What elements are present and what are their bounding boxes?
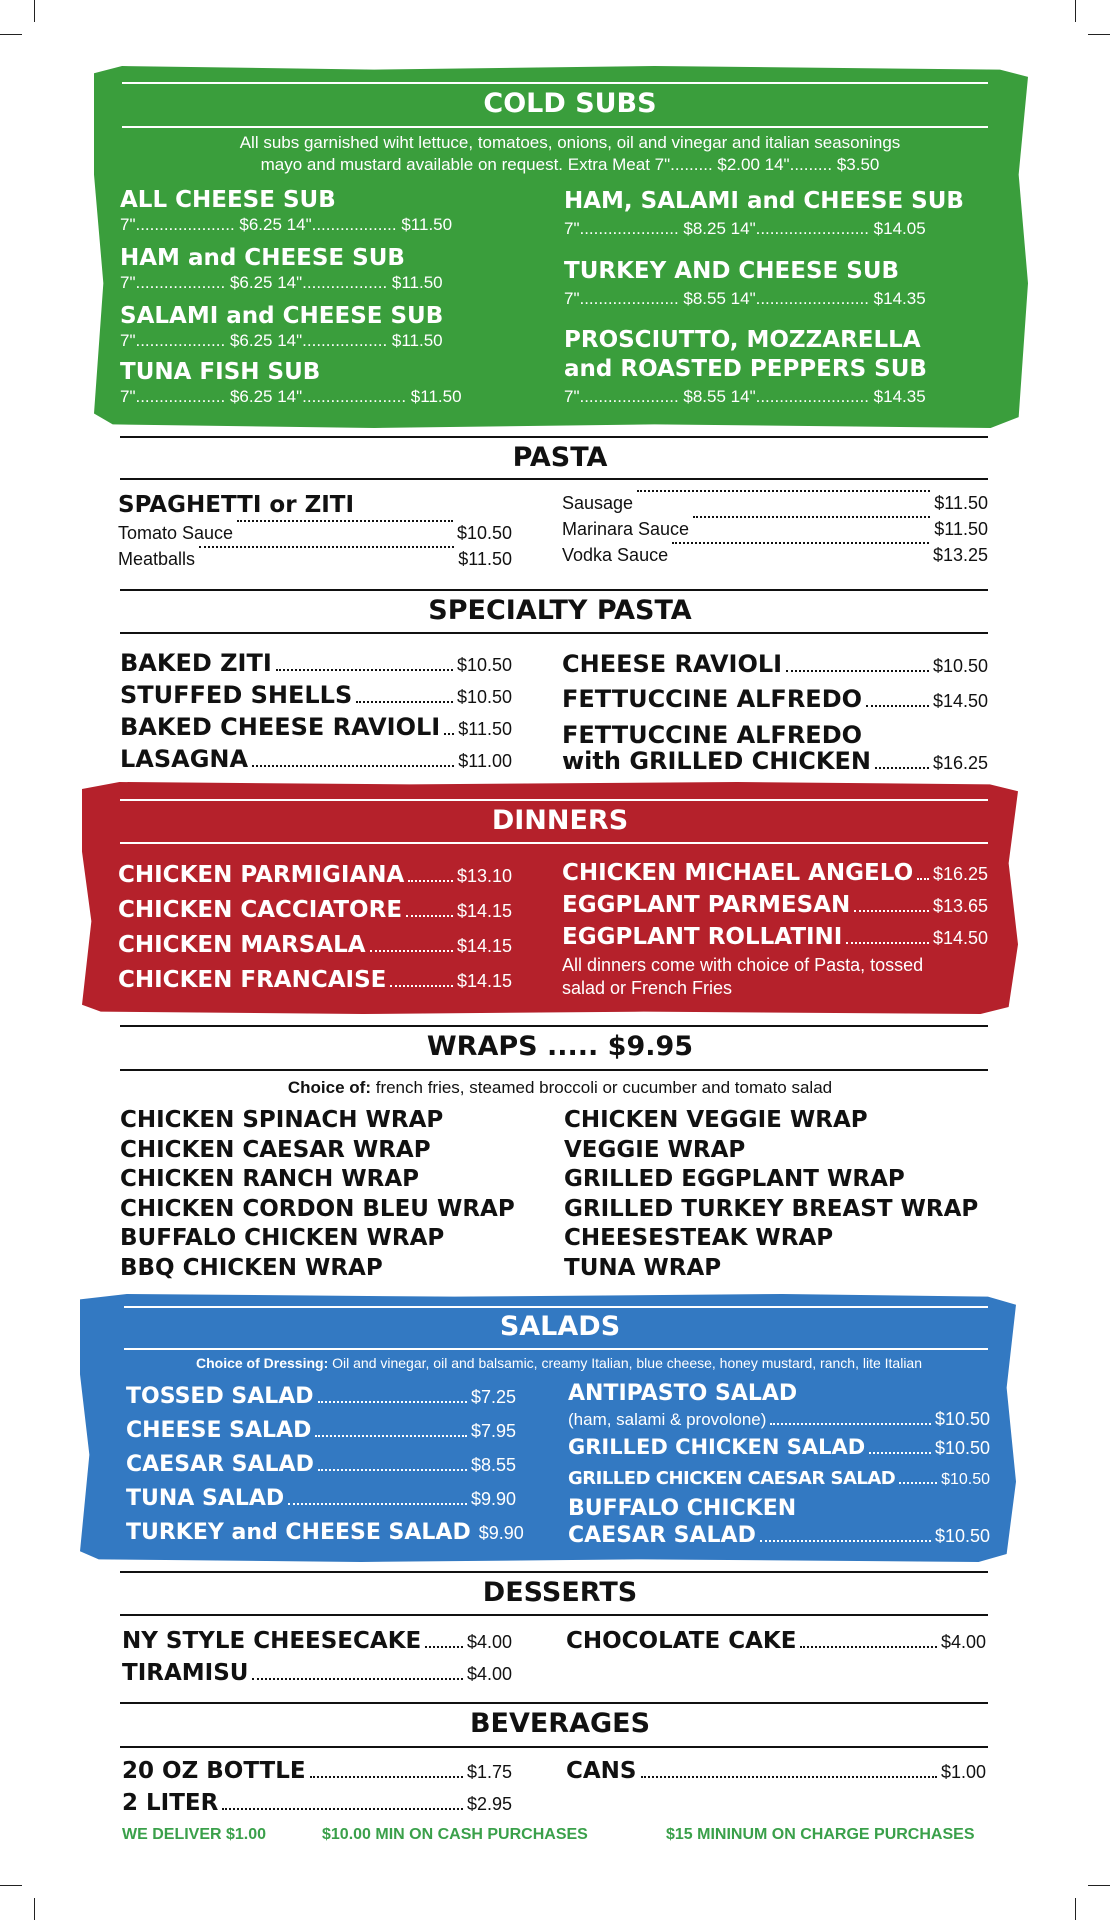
item-price: $14.15: [456, 936, 512, 956]
menu-item: [568, 1408, 990, 1431]
cold-subs-title: COLD SUBS: [483, 88, 657, 119]
item-name: CHEESE SALAD: [126, 1418, 312, 1443]
item-price: $16.25: [932, 753, 988, 773]
wraps-title: WRAPS ..... $9.95: [426, 1031, 694, 1062]
wraps-right-column: [564, 1106, 1004, 1283]
wrap-item: BUFFALO CHICKEN WRAP: [120, 1225, 445, 1251]
beverages-right-column: [566, 1756, 986, 1788]
item-name: Sausage: [562, 493, 634, 513]
item-name: ANTIPASTO SALAD: [568, 1381, 798, 1406]
menu-item: [562, 542, 988, 568]
section-rule: [120, 1571, 988, 1573]
item-price: $14.50: [932, 928, 988, 948]
section-rule: [120, 1614, 988, 1616]
footer-min-charge: $15 MININUM ON CHARGE PURCHASES: [666, 1826, 975, 1843]
dinners-note: All dinners come with choice of Pasta, tossed: [562, 955, 924, 975]
menu-item: [564, 326, 1004, 410]
item-name: Tomato Sauce: [118, 523, 234, 543]
salads-right-column: [568, 1380, 990, 1550]
beverages-title: BEVERAGES: [469, 1708, 651, 1739]
section-rule: [120, 1069, 988, 1071]
wrap-item: CHICKEN VEGGIE WRAP: [564, 1107, 868, 1133]
menu-item: [122, 1756, 512, 1788]
item-name: TUNA SALAD: [126, 1486, 285, 1511]
menu-item: [120, 712, 512, 744]
item-name: TUNA FISH SUB: [120, 359, 321, 385]
menu-item: [118, 520, 512, 546]
item-price: $10.50: [934, 1438, 990, 1458]
item-name: Meatballs: [118, 549, 196, 569]
item-price-line: 7"..................... $8.55 14"........................ $14.35: [564, 387, 926, 406]
crop-mark: [0, 34, 22, 35]
item-name: HAM, SALAMI and CHEESE SUB: [564, 188, 964, 214]
menu-item: [120, 648, 512, 680]
salads-left-column: [126, 1380, 524, 1550]
cold-subs-note: All subs garnished wiht lettuce, tomatoes, onions, oil and vinegar and italian seasonings: [239, 133, 901, 152]
item-name: EGGPLANT ROLLATINI: [562, 924, 843, 950]
leader-dots: [237, 520, 453, 522]
item-price: $4.00: [466, 1632, 512, 1652]
menu-item: [118, 963, 512, 998]
section-rule: [120, 1746, 988, 1748]
salads-dressing-label: Choice of Dressing:: [195, 1355, 329, 1371]
item-price-line: 7"................... $6.25 14".................. $11.50: [120, 331, 443, 350]
section-rule: [120, 842, 988, 844]
wrap-item: BBQ CHICKEN WRAP: [120, 1254, 383, 1281]
item-price: $10.50: [456, 687, 512, 707]
menu-item: [562, 748, 988, 776]
item-name: FETTUCCINE ALFREDO: [562, 685, 863, 713]
menu-item: [568, 1431, 990, 1464]
item-name: CHICKEN FRANCAISE: [118, 967, 387, 993]
section-rule: [120, 1025, 988, 1027]
item-name: FETTUCCINE ALFREDO: [562, 721, 863, 749]
menu-item: [564, 186, 1004, 256]
menu-item: [126, 1516, 524, 1550]
item-subtitle: (ham, salami & provolone): [568, 1410, 767, 1429]
item-price-line: 7"................... $6.25 14".................. $11.50: [120, 273, 443, 292]
leader-dots: [315, 1435, 467, 1437]
crop-mark: [1088, 1885, 1110, 1886]
menu-item: [562, 490, 988, 516]
item-name: CHICKEN CACCIATORE: [118, 897, 403, 923]
item-price-line: 7"..................... $8.55 14"........................ $14.35: [564, 289, 926, 308]
leader-dots: [693, 516, 930, 518]
menu-item: [122, 1788, 512, 1820]
menu-item: [562, 890, 988, 922]
menu-item: [568, 1464, 990, 1495]
leader-dots: [637, 490, 930, 492]
wraps-choice-label: Choice of:: [287, 1078, 371, 1097]
section-rule: [124, 1348, 988, 1350]
menu-item: [118, 893, 512, 928]
pasta-right-column: [562, 490, 988, 568]
item-price: $1.00: [940, 1762, 986, 1782]
item-price: $4.00: [940, 1632, 986, 1652]
item-price: $11.50: [458, 549, 512, 569]
item-name: BUFFALO CHICKEN: [568, 1496, 797, 1521]
item-name: BAKED ZITI: [120, 649, 272, 677]
item-name: BAKED CHEESE RAVIOLI: [120, 713, 441, 741]
item-price: $9.90: [478, 1523, 524, 1543]
specialty-pasta-left-column: [120, 648, 512, 776]
leader-dots: [672, 542, 929, 544]
crop-mark: [34, 1898, 35, 1920]
wrap-item: CHEESESTEAK WRAP: [564, 1225, 834, 1251]
leader-dots: [869, 1452, 931, 1454]
wrap-item: GRILLED TURKEY BREAST WRAP: [564, 1195, 979, 1222]
leader-dots: [288, 1503, 467, 1505]
leader-dots: [222, 1808, 463, 1810]
section-rule: [120, 478, 988, 480]
menu-item: [120, 358, 520, 408]
item-price: $16.25: [932, 864, 988, 884]
crop-mark: [1088, 34, 1110, 35]
menu-item: [120, 186, 520, 244]
leader-dots: [310, 1776, 463, 1778]
item-name: CAESAR SALAD: [126, 1452, 314, 1477]
menu-item: [120, 744, 512, 776]
item-name: 20 OZ BOTTLE: [122, 1758, 306, 1784]
leader-dots: [875, 767, 929, 769]
menu-item: [562, 683, 988, 718]
item-name: Vodka Sauce: [562, 545, 669, 565]
item-price: $14.50: [932, 691, 988, 711]
item-name: LASAGNA: [120, 745, 249, 773]
menu-item: [126, 1482, 516, 1516]
leader-dots: [917, 878, 929, 880]
menu-item: [566, 1756, 986, 1788]
dinners-left-column: [118, 858, 512, 998]
wrap-item: GRILLED EGGPLANT WRAP: [564, 1166, 905, 1192]
desserts-right-column: [566, 1626, 986, 1658]
item-name: HAM and CHEESE SUB: [120, 245, 405, 271]
item-name: STUFFED SHELLS: [120, 681, 353, 709]
leader-dots: [641, 1776, 937, 1778]
pasta-title: PASTA: [512, 442, 608, 473]
item-name-line-2: with GRILLED CHICKEN: [562, 747, 871, 775]
item-name: CANS: [566, 1758, 637, 1784]
item-price: $9.90: [470, 1489, 516, 1509]
menu-item: [122, 1626, 512, 1658]
section-rule: [120, 436, 988, 438]
section-rule: [124, 1306, 988, 1308]
item-price: $13.65: [932, 896, 988, 916]
leader-dots: [854, 910, 929, 912]
wraps-choice: [0, 1078, 1110, 1098]
wraps-left-column: [120, 1106, 540, 1283]
wrap-item: CHICKEN CORDON BLEU WRAP: [120, 1195, 515, 1222]
leader-dots: [786, 670, 929, 672]
leader-dots: [390, 985, 453, 987]
item-price: $1.75: [466, 1762, 512, 1782]
leader-dots: [356, 701, 453, 703]
leader-dots: [770, 1423, 931, 1425]
item-name: NY STYLE CHEESECAKE: [122, 1628, 422, 1654]
menu-item: [564, 256, 1004, 326]
menu-item: [120, 302, 520, 358]
item-price: $10.50: [456, 655, 512, 675]
item-name: CHOCOLATE CAKE: [566, 1628, 797, 1654]
salads-dressing-text: Oil and vinegar, oil and balsamic, creamy Italian, blue cheese, honey mustard, ranch, lite Italian: [332, 1355, 922, 1371]
section-rule: [122, 82, 988, 84]
menu-item: [118, 546, 512, 572]
leader-dots: [760, 1540, 931, 1542]
pasta-left-column: [118, 490, 512, 572]
leader-dots: [370, 950, 453, 952]
item-name: SALAMI and CHEESE SUB: [120, 303, 444, 329]
beverages-left-column: [122, 1756, 512, 1820]
menu-item: [122, 1658, 512, 1690]
item-name: GRILLED CHICKEN SALAD: [568, 1435, 866, 1459]
menu-item: [126, 1414, 516, 1448]
item-price: $10.50: [934, 1526, 990, 1546]
menu-item: [562, 516, 988, 542]
leader-dots: [276, 669, 453, 671]
leader-dots: [444, 733, 454, 735]
salads-title: SALADS: [499, 1311, 621, 1342]
menu-item: [118, 928, 512, 963]
cold-subs-right-column: [564, 186, 1004, 410]
item-name: CHICKEN PARMIGIANA: [118, 862, 405, 888]
item-name-line-2: CAESAR SALAD: [568, 1523, 756, 1548]
cold-subs-note: mayo and mustard available on request. Extra Meat 7"......... $2.00 14"......... $3.50: [260, 155, 880, 174]
crop-mark: [1075, 1898, 1076, 1920]
item-price-line: 7"..................... $8.25 14"........................ $14.05: [564, 219, 926, 238]
crop-mark: [0, 1885, 22, 1886]
item-price: $11.50: [458, 719, 512, 739]
section-rule: [120, 799, 988, 801]
dinners-title: DINNERS: [491, 805, 629, 836]
item-name: CHICKEN MARSALA: [118, 932, 366, 958]
item-price-line: 7"..................... $6.25 14".................. $11.50: [120, 215, 453, 234]
item-price: $14.15: [456, 901, 512, 921]
item-price: $13.25: [932, 545, 988, 565]
leader-dots: [199, 546, 454, 548]
menu-item: [120, 680, 512, 712]
menu-item: [562, 648, 988, 683]
wrap-item: VEGGIE WRAP: [564, 1136, 746, 1163]
cold-subs-left-column: [120, 186, 520, 408]
leader-dots: [425, 1646, 463, 1648]
specialty-pasta-title: SPECIALTY PASTA: [428, 595, 692, 626]
item-price: $4.00: [466, 1664, 512, 1684]
leader-dots: [408, 880, 453, 882]
salads-dressing: [0, 1355, 1110, 1371]
leader-dots: [252, 765, 454, 767]
section-rule: [120, 589, 988, 591]
leader-dots: [406, 915, 453, 917]
item-price: $11.00: [458, 751, 512, 771]
footer-min-cash: $10.00 MIN ON CASH PURCHASES: [322, 1826, 588, 1843]
item-name: CHICKEN MICHAEL ANGELO: [562, 860, 914, 886]
dinners-right-column: [562, 858, 988, 1000]
menu-item: [568, 1522, 990, 1550]
item-name-line-2: and ROASTED PEPPERS SUB: [564, 356, 927, 382]
wrap-item: CHICKEN SPINACH WRAP: [120, 1107, 444, 1133]
menu-item: [126, 1380, 516, 1414]
item-name: CHEESE RAVIOLI: [562, 650, 783, 678]
menu-item: [562, 858, 988, 890]
footer-deliver: WE DELIVER $1.00: [122, 1826, 267, 1843]
item-name: ALL CHEESE SUB: [120, 187, 336, 213]
item-name: TURKEY AND CHEESE SUB: [564, 258, 900, 284]
item-name: GRILLED CHICKEN CAESAR SALAD: [568, 1468, 896, 1489]
menu-item: [562, 922, 988, 954]
leader-dots: [252, 1678, 463, 1680]
section-rule: [120, 632, 988, 634]
item-price: $7.25: [470, 1387, 516, 1407]
crop-mark: [1075, 0, 1076, 22]
item-price: $8.55: [470, 1455, 516, 1475]
item-name: EGGPLANT PARMESAN: [562, 892, 851, 918]
wrap-item: TUNA WRAP: [564, 1254, 722, 1281]
item-price: $10.50: [456, 523, 512, 543]
item-name: TIRAMISU: [122, 1660, 249, 1686]
desserts-title: DESSERTS: [482, 1577, 638, 1608]
wrap-item: CHICKEN CAESAR WRAP: [120, 1136, 431, 1163]
section-rule: [122, 126, 988, 128]
section-rule: [120, 1702, 988, 1704]
dinners-note: salad or French Fries: [562, 978, 733, 998]
item-price: $2.95: [466, 1794, 512, 1814]
item-price: $14.15: [456, 971, 512, 991]
leader-dots: [899, 1482, 937, 1484]
menu-item: [120, 244, 520, 302]
wrap-item: CHICKEN RANCH WRAP: [120, 1166, 419, 1192]
item-price: $11.50: [934, 519, 988, 539]
item-price: $11.50: [934, 493, 988, 513]
item-name: TOSSED SALAD: [126, 1384, 314, 1409]
item-price: $10.50: [932, 656, 988, 676]
item-price: $10.50: [941, 1471, 990, 1488]
pasta-heading: SPAGHETTI or ZITI: [118, 492, 355, 518]
menu-item: [126, 1448, 516, 1482]
menu-item: [118, 858, 512, 893]
item-name: PROSCIUTTO, MOZZARELLA: [564, 327, 921, 353]
specialty-pasta-right-column: [562, 648, 988, 776]
item-name: TURKEY and CHEESE SALAD: [126, 1520, 471, 1545]
item-price: $10.50: [934, 1409, 990, 1429]
crop-mark: [34, 0, 35, 22]
item-price: $7.95: [470, 1421, 516, 1441]
wraps-choice-text: french fries, steamed broccoli or cucumber and tomato salad: [375, 1078, 833, 1097]
desserts-left-column: [122, 1626, 512, 1690]
item-name: Marinara Sauce: [562, 519, 690, 539]
leader-dots: [846, 942, 929, 944]
leader-dots: [318, 1469, 467, 1471]
menu-item: [566, 1626, 986, 1658]
leader-dots: [800, 1646, 937, 1648]
leader-dots: [318, 1401, 467, 1403]
item-price-line: 7"................... $6.25 14"...................... $11.50: [120, 387, 462, 406]
item-name: 2 LITER: [122, 1790, 219, 1816]
item-price: $13.10: [456, 866, 512, 886]
leader-dots: [866, 705, 929, 707]
